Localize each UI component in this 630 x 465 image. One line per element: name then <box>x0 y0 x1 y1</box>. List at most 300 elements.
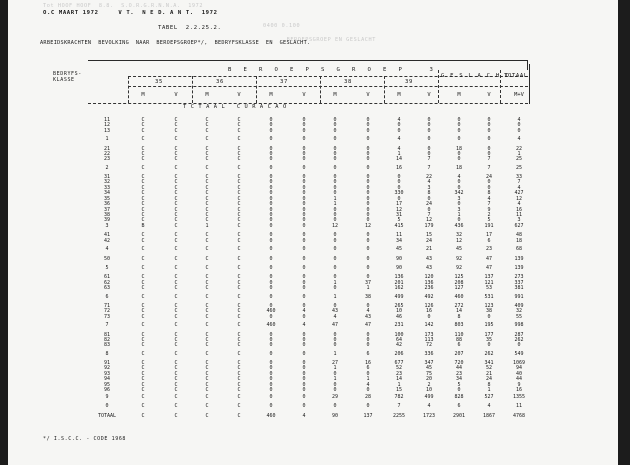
table-cell: 720 44 23 34 5 0 <box>454 360 464 394</box>
table-cell: C <box>237 222 241 229</box>
table-cell: 0 0 0 <box>366 117 370 134</box>
table-cell: 347 45 75 20 2 10 <box>424 360 434 394</box>
table-cell: 47 <box>331 322 339 329</box>
table-cell: 139 <box>514 255 524 262</box>
row-label: 5 <box>105 265 109 272</box>
table-cell: 48 18 <box>515 232 523 244</box>
table-cell: C C C C C C <box>237 360 241 394</box>
row-label: 81 82 83 <box>103 331 111 349</box>
table-cell: 120 136 236 <box>424 274 434 292</box>
table-label: TABEL 2.2.25.2. <box>158 25 222 31</box>
table-cell: C <box>174 265 178 272</box>
group-rule-2 <box>128 86 528 87</box>
table-cell: 492 <box>424 293 434 300</box>
sex-col-header: M+V <box>514 92 524 98</box>
table-cell: B <box>141 222 145 229</box>
table-cell: 0 <box>302 293 306 300</box>
table-cell: C <box>237 164 241 171</box>
table-cell: C C C C C C <box>174 360 178 394</box>
row-label: 50 <box>103 255 111 262</box>
section-title: T C T A A L C U R A C A O <box>183 104 287 110</box>
table-cell: 28 <box>364 394 372 401</box>
header-right-tick <box>527 60 528 70</box>
table-cell: 206 <box>394 350 404 357</box>
table-cell: 4 <box>517 136 521 143</box>
table-cell: 0 0 7 <box>487 145 491 163</box>
table-cell: 0 0 7 <box>427 145 431 163</box>
table-cell: C <box>174 394 178 401</box>
table-cell: 527 <box>484 394 494 401</box>
table-cell: 126 16 0 <box>424 303 434 320</box>
table-cell: 4 <box>427 403 431 410</box>
table-cell: 231 <box>394 322 404 329</box>
row-label: 61 62 63 <box>103 274 111 292</box>
table-cell: 273 337 381 <box>514 274 524 292</box>
table-cell: 43 <box>425 255 433 262</box>
table-cell: 991 <box>514 293 524 300</box>
faint-top-line: Tot HOOF HOOF 8.8. S.O.R.G.R.N.N.A. 1972 <box>43 3 204 9</box>
table-cell: 207 <box>454 350 464 357</box>
table-cell: 23 <box>485 246 493 253</box>
row-label: 41 42 <box>103 232 111 244</box>
table-cell: 828 <box>454 394 464 401</box>
table-cell: C C C <box>237 145 241 163</box>
group-label: 39 <box>405 79 413 85</box>
table-cell: 0 <box>333 246 337 253</box>
table-cell: 45 <box>395 246 403 253</box>
table-cell: 0 4 43 <box>364 303 372 320</box>
sex-col-header: V <box>237 92 241 98</box>
table-cell: 47 <box>364 322 372 329</box>
table-cell: C <box>205 246 209 253</box>
table-cell: 0 0 0 <box>427 117 431 134</box>
sex-col-header: M <box>269 92 273 98</box>
table-cell: C <box>141 293 145 300</box>
table-cell: 90 <box>395 265 403 272</box>
table-cell: 4 0 0 <box>517 117 521 134</box>
table-cell: 22 1 25 <box>515 145 523 163</box>
table-cell: C <box>205 394 209 401</box>
table-cell: 460 <box>266 412 276 419</box>
sex-col-header: M <box>457 92 461 98</box>
table-cell: 0 0 0 0 0 0 0 0 0 <box>302 174 306 224</box>
table-cell: 90 <box>331 412 339 419</box>
table-cell: 7 <box>397 403 401 410</box>
table-cell: 0 0 0 0 0 0 <box>302 360 306 394</box>
table-cell: C C C <box>174 117 178 134</box>
table-cell: C <box>141 394 145 401</box>
table-cell: C C C <box>205 303 209 320</box>
table-cell: 0 <box>487 136 491 143</box>
table-cell: 272 14 8 <box>454 303 464 320</box>
table-cell: C <box>141 255 145 262</box>
table-cell: C <box>237 350 241 357</box>
header-top-rule <box>88 60 528 61</box>
table-cell: C <box>205 164 209 171</box>
beroepsgroep-header: B E R O E P S G R O E P 3 <box>228 67 435 73</box>
table-cell: C <box>141 412 145 419</box>
table-cell: 0 0 0 <box>269 117 273 134</box>
table-cell: 0 <box>269 394 273 401</box>
table-cell: 287 262 0 <box>514 331 524 349</box>
table-cell: 1355 <box>512 394 526 401</box>
table-cell: 173 113 72 <box>424 331 434 349</box>
row-label: 9 <box>105 394 109 401</box>
table-cell: 0 0 <box>366 232 370 244</box>
table-cell: 123 38 0 <box>484 303 494 320</box>
col-sep <box>256 76 257 103</box>
table-cell: 409 32 55 <box>514 303 524 320</box>
table-cell: 27 1 0 1 0 0 <box>331 360 339 394</box>
table-cell: 803 <box>454 322 464 329</box>
table-cell: 7 <box>487 164 491 171</box>
table-cell: 16 6 0 1 4 0 <box>364 360 372 394</box>
table-cell: 0 <box>333 255 337 262</box>
table-cell: 0 0 0 <box>333 145 337 163</box>
row-label: 7 <box>105 322 109 329</box>
table-cell: 0 <box>333 403 337 410</box>
table-cell: C C C C C C C C C <box>237 174 241 224</box>
table-cell: 0 0 0 <box>333 117 337 134</box>
sex-col-header: V <box>366 92 370 98</box>
table-cell: 18 <box>455 164 463 171</box>
table-cell: C C C <box>141 274 145 292</box>
table-cell: 0 0 0 <box>457 117 461 134</box>
table-cell: 0 <box>302 350 306 357</box>
table-cell: C <box>205 293 209 300</box>
table-cell: 139 <box>514 265 524 272</box>
table-cell: 32 12 <box>455 232 463 244</box>
table-cell: C <box>237 255 241 262</box>
header-line: O.C MAART 1972 V T. N E D. A N T. 1972 <box>43 10 218 16</box>
table-cell: C C C <box>205 274 209 292</box>
col-sep <box>128 76 129 103</box>
table-cell: 29 <box>331 394 339 401</box>
table-cell: 0 <box>302 246 306 253</box>
table-cell: 1 <box>205 222 209 229</box>
table-cell: C C C <box>174 274 178 292</box>
table-cell: 627 <box>514 222 524 229</box>
table-cell: 0 0 0 0 0 0 0 0 0 <box>269 174 273 224</box>
table-cell: 0 <box>366 265 370 272</box>
table-cell: 0 <box>269 265 273 272</box>
group-label: 36 <box>216 79 224 85</box>
data-table <box>8 0 618 465</box>
table-cell: 0 0 0 <box>302 145 306 163</box>
table-cell: 0 <box>366 403 370 410</box>
table-cell: 336 <box>424 350 434 357</box>
table-cell: 18 0 0 <box>455 145 463 163</box>
table-cell: 0 0 0 <box>302 274 306 292</box>
table-cell: C <box>237 403 241 410</box>
table-cell: 0 <box>269 293 273 300</box>
table-cell: 0 <box>333 136 337 143</box>
table-cell: C <box>141 265 145 272</box>
table-cell: 0 <box>427 136 431 143</box>
table-cell: 415 <box>394 222 404 229</box>
table-cell: 0 <box>302 222 306 229</box>
table-cell: 0 <box>269 350 273 357</box>
table-cell: C <box>237 246 241 253</box>
table-cell: C <box>174 255 178 262</box>
sex-col-header: M <box>141 92 145 98</box>
table-cell: 0 0 <box>269 232 273 244</box>
table-cell: 460 <box>266 322 276 329</box>
table-cell: 100 64 42 <box>394 331 404 349</box>
sex-col-header: M <box>397 92 401 98</box>
table-cell: 92 <box>455 255 463 262</box>
table-cell: C C C <box>141 145 145 163</box>
table-cell: 0 0 0 0 1 1 0 0 0 <box>333 174 337 224</box>
table-cell: C <box>205 412 209 419</box>
table-cell: 1069 94 40 44 9 16 <box>512 360 526 394</box>
table-cell: 0 <box>302 265 306 272</box>
scan-border <box>0 0 8 465</box>
table-cell: 998 <box>514 322 524 329</box>
table-cell: 6 <box>457 403 461 410</box>
table-cell: 0 <box>269 246 273 253</box>
table-cell: 4 <box>487 403 491 410</box>
table-cell: C <box>174 350 178 357</box>
table-cell: 0 43 4 <box>331 303 339 320</box>
table-cell: C <box>237 293 241 300</box>
sex-col-header: V <box>427 92 431 98</box>
table-cell: C C C <box>237 274 241 292</box>
table-cell: 0 <box>302 394 306 401</box>
table-cell: 7 <box>427 164 431 171</box>
row-label: 91 92 93 94 95 96 <box>103 360 111 394</box>
table-cell: C C <box>141 232 145 244</box>
table-cell: C <box>205 255 209 262</box>
table-cell: 0 460 0 <box>266 303 276 320</box>
table-cell: 137 <box>363 412 373 419</box>
table-cell: C <box>237 136 241 143</box>
table-cell: 0 <box>269 255 273 262</box>
table-cell: 110 88 6 <box>454 331 464 349</box>
subheader-rule <box>88 103 528 104</box>
table-cell: 0 <box>333 265 337 272</box>
sex-col-header: M <box>333 92 337 98</box>
scanned-page <box>8 0 618 465</box>
table-cell: 0 <box>366 164 370 171</box>
table-cell: 0 0 <box>302 232 306 244</box>
right-border <box>529 64 530 104</box>
row-label: 1 <box>105 136 109 143</box>
col-sep <box>320 76 321 103</box>
sex-col-header: V <box>302 92 306 98</box>
table-cell: C C C <box>205 117 209 134</box>
table-cell: 0 <box>302 164 306 171</box>
table-cell: C <box>174 246 178 253</box>
table-cell: C <box>205 265 209 272</box>
table-cell: 4 <box>302 322 306 329</box>
table-cell: 1 <box>333 350 337 357</box>
table-cell: 341 52 21 24 8 1 <box>484 360 494 394</box>
table-cell: 4 <box>397 136 401 143</box>
table-cell: 92 <box>455 265 463 272</box>
table-cell: C <box>141 322 145 329</box>
group-label: 38 <box>344 79 352 85</box>
table-cell: 4 0 0 <box>397 117 401 134</box>
table-cell: 0 0 0 <box>269 274 273 292</box>
footnote: */ I.S.C.C. - CODE 1968 <box>43 436 127 442</box>
table-cell: 6 <box>366 350 370 357</box>
faint-title-text: BEROEPSGROEP EN GESLACHT <box>268 37 376 43</box>
table-cell: 0 0 0 <box>269 331 273 349</box>
table-cell: 25 <box>515 164 523 171</box>
table-cell: 1723 <box>422 412 436 419</box>
table-cell: 0 0 0 <box>302 117 306 134</box>
table-cell: 0 0 0 330 0 17 12 31 5 <box>394 174 404 224</box>
table-cell: 499 <box>394 293 404 300</box>
table-cell: 137 121 53 <box>484 274 494 292</box>
table-cell: 11 <box>515 403 523 410</box>
table-cell: 782 <box>394 394 404 401</box>
table-cell: 0 0 0 <box>487 117 491 134</box>
row-label: 31 32 33 34 35 36 37 38 39 <box>103 174 111 224</box>
table-cell: C <box>237 412 241 419</box>
table-cell: C <box>205 350 209 357</box>
table-cell: 436 <box>454 222 464 229</box>
table-cell: 0 1 0 <box>333 274 337 292</box>
group-label: 35 <box>155 79 163 85</box>
col-sep <box>384 76 385 103</box>
table-cell: C C C C C C <box>205 360 209 394</box>
table-cell: C <box>174 412 178 419</box>
table-cell: 1867 <box>482 412 496 419</box>
table-cell: 11 34 <box>395 232 403 244</box>
table-cell: 0 37 1 <box>364 274 372 292</box>
table-cell: 43 <box>425 265 433 272</box>
table-cell: 4 <box>302 412 306 419</box>
row-label: 11 12 13 <box>103 117 111 134</box>
row-label: 0 <box>105 403 109 410</box>
table-cell: 21 <box>425 246 433 253</box>
table-cell: C C <box>237 232 241 244</box>
table-cell: 15 24 <box>425 232 433 244</box>
table-cell: 0 0 0 0 0 0 <box>269 360 273 394</box>
row-label: TOTAAL <box>97 412 117 419</box>
table-cell: C C C <box>237 331 241 349</box>
table-cell: C <box>205 322 209 329</box>
row-label: 21 22 23 <box>103 145 111 163</box>
table-cell: 4 0 0 342 3 0 3 1 0 <box>454 174 464 224</box>
table-cell: 0 <box>457 136 461 143</box>
table-cell: 1 <box>333 293 337 300</box>
sex-col-header: M <box>205 92 209 98</box>
geslacht-header: G E S L A C H T <box>441 73 510 79</box>
table-cell: C C C <box>141 117 145 134</box>
table-cell: 24 0 0 8 4 7 9 2 5 <box>485 174 493 224</box>
table-cell: 47 <box>485 265 493 272</box>
group-label: 37 <box>280 79 288 85</box>
table-cell: C C <box>174 232 178 244</box>
table-cell: C C C C C C C C C <box>205 174 209 224</box>
table-cell: C <box>174 164 178 171</box>
table-cell: 195 <box>484 322 494 329</box>
table-cell: 265 10 46 <box>394 303 404 320</box>
table-cell: 0 <box>302 255 306 262</box>
table-cell: C C C <box>205 145 209 163</box>
table-cell: C <box>174 322 178 329</box>
col-sep <box>192 76 193 103</box>
table-cell: 136 201 162 <box>394 274 404 292</box>
table-cell: C <box>174 222 178 229</box>
table-cell: C C C C C C <box>141 360 145 394</box>
table-cell: 38 <box>364 293 372 300</box>
table-cell: 68 <box>515 246 523 253</box>
table-cell: 262 <box>484 350 494 357</box>
table-cell: C <box>174 403 178 410</box>
row-label: 4 <box>105 246 109 253</box>
table-cell: C C C C C C C C C <box>141 174 145 224</box>
table-cell: C <box>141 246 145 253</box>
table-cell: 0 0 0 <box>269 145 273 163</box>
table-cell: 45 <box>455 246 463 253</box>
row-label: 6 <box>105 293 109 300</box>
table-cell: 4 1 14 <box>395 145 403 163</box>
table-cell: 17 6 <box>485 232 493 244</box>
table-cell: 0 <box>302 136 306 143</box>
table-cell: 677 52 23 14 1 15 <box>394 360 404 394</box>
totaal-header: TOTAAL <box>504 73 528 79</box>
table-cell: 0 <box>302 403 306 410</box>
table-cell: 90 <box>395 255 403 262</box>
table-cell: C <box>141 403 145 410</box>
table-cell: C C C <box>141 303 145 320</box>
table-cell: C C C C C C C C C <box>174 174 178 224</box>
table-cell: 191 <box>484 222 494 229</box>
table-cell: 177 35 0 <box>484 331 494 349</box>
table-cell: 0 <box>269 136 273 143</box>
bedryfsklasse-header: BEDRYFS- KLASSE <box>53 71 82 83</box>
table-cell: 179 <box>424 222 434 229</box>
table-cell: 0 <box>333 164 337 171</box>
table-cell: C <box>141 164 145 171</box>
row-label: 71 72 73 <box>103 303 111 320</box>
table-cell: C <box>205 136 209 143</box>
table-cell: 47 <box>485 255 493 262</box>
table-cell: C <box>141 350 145 357</box>
table-cell: C C <box>205 232 209 244</box>
table-cell: 460 <box>454 293 464 300</box>
table-cell: C C C <box>174 303 178 320</box>
table-cell: C <box>141 136 145 143</box>
table-cell: C C C <box>141 331 145 349</box>
table-cell: 0 <box>366 246 370 253</box>
table-title: ARBEIDSKRACHTEN BEVOLKING NAAR BEROEPSGROEP*/, BEDRYFSKLASSE EN GESLACHT. <box>40 40 311 46</box>
table-cell: C C C <box>174 331 178 349</box>
table-cell: 0 0 0 0 0 0 0 0 0 <box>366 174 370 224</box>
table-cell: 549 <box>514 350 524 357</box>
table-cell: 22 4 3 8 0 24 0 7 12 <box>425 174 433 224</box>
sex-col-header: V <box>487 92 491 98</box>
table-cell: C C C <box>237 117 241 134</box>
table-cell: 2255 <box>392 412 406 419</box>
table-cell: 0 0 0 <box>366 145 370 163</box>
table-cell: 0 <box>366 136 370 143</box>
sex-col-header: V <box>174 92 178 98</box>
table-cell: 0 0 <box>333 232 337 244</box>
table-cell: 2901 <box>452 412 466 419</box>
table-cell: C <box>174 136 178 143</box>
table-cell: C <box>237 322 241 329</box>
table-cell: 0 0 0 <box>333 331 337 349</box>
faint-table-text: 0400 0.100 <box>263 23 301 29</box>
table-cell: C C C <box>237 303 241 320</box>
table-cell: 0 <box>366 255 370 262</box>
table-cell: 499 <box>424 394 434 401</box>
